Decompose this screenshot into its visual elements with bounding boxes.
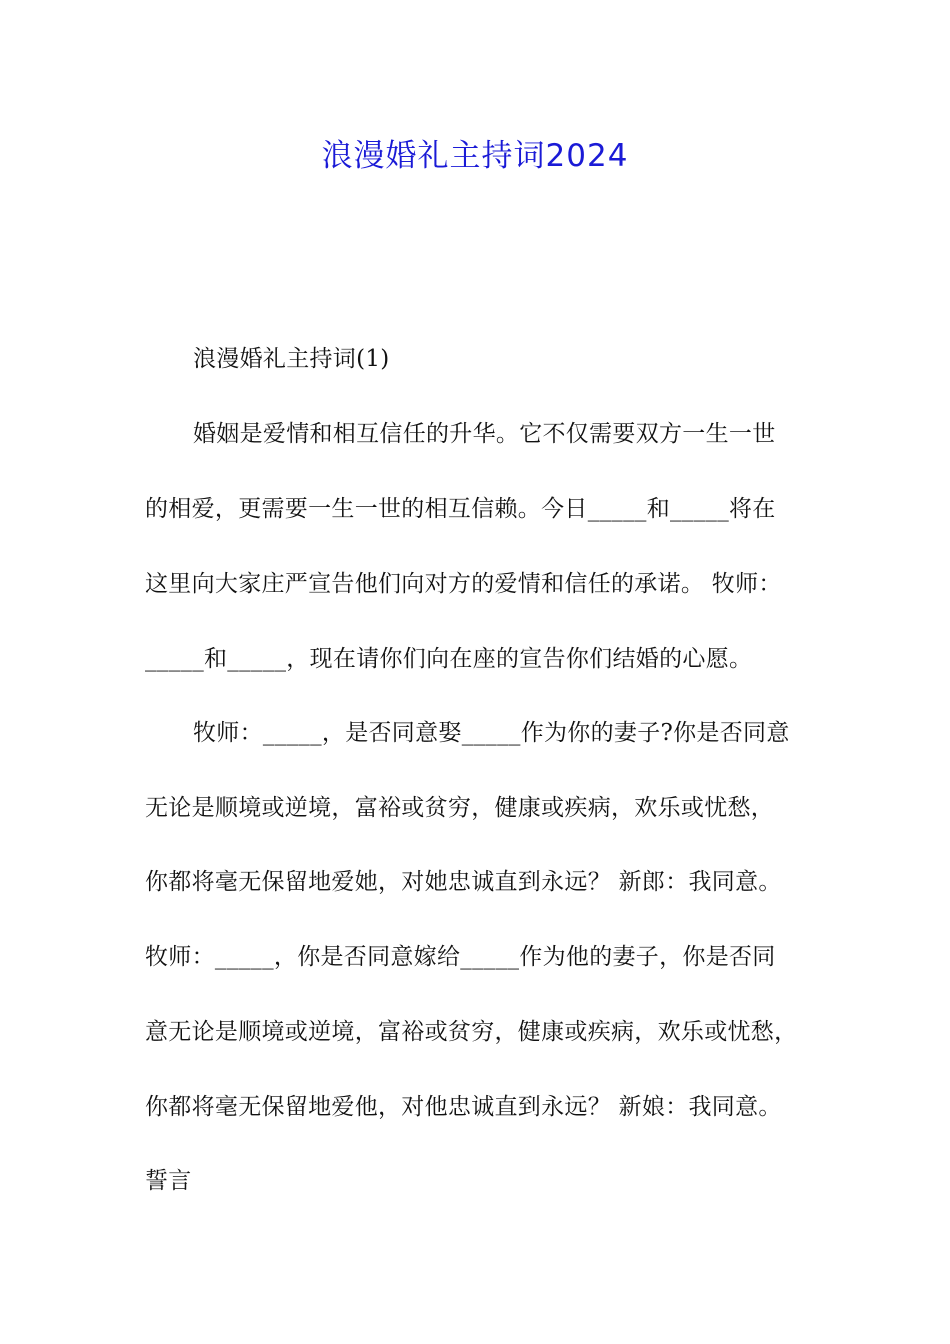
paragraph-line: _____和_____，现在请你们向在座的宣告你们结婚的心愿。 bbox=[145, 646, 753, 672]
paragraph-line: 意无论是顺境或逆境，富裕或贫穷，健康或疾病，欢乐或忧愁， bbox=[145, 1019, 798, 1045]
paragraph-line: 婚姻是爱情和相互信任的升华。它不仅需要双方一生一世 bbox=[193, 421, 776, 447]
document-title: 浪漫婚礼主持词2024 bbox=[321, 138, 629, 174]
section-heading-vows: 誓言 bbox=[145, 1168, 192, 1194]
paragraph-line: 牧师：_____，是否同意娶_____作为你的妻子?你是否同意 bbox=[193, 720, 790, 746]
paragraph-line: 的相爱，更需要一生一世的相互信赖。今日_____和_____将在 bbox=[145, 496, 776, 522]
section-heading: 浪漫婚礼主持词(1) bbox=[193, 346, 390, 372]
paragraph-line: 无论是顺境或逆境，富裕或贫穷，健康或疾病，欢乐或忧愁， bbox=[145, 795, 775, 821]
paragraph-line: 你都将毫无保留地爱她，对她忠诚直到永远？ 新郎：我同意。 bbox=[145, 869, 782, 895]
paragraph-line: 这里向大家庄严宣告他们向对方的爱情和信任的承诺。 牧师： bbox=[145, 571, 782, 597]
paragraph-line: 你都将毫无保留地爱他，对他忠诚直到永远？ 新娘：我同意。 bbox=[145, 1094, 782, 1120]
paragraph-line: 牧师：_____，你是否同意嫁给_____作为他的妻子，你是否同 bbox=[145, 944, 776, 970]
